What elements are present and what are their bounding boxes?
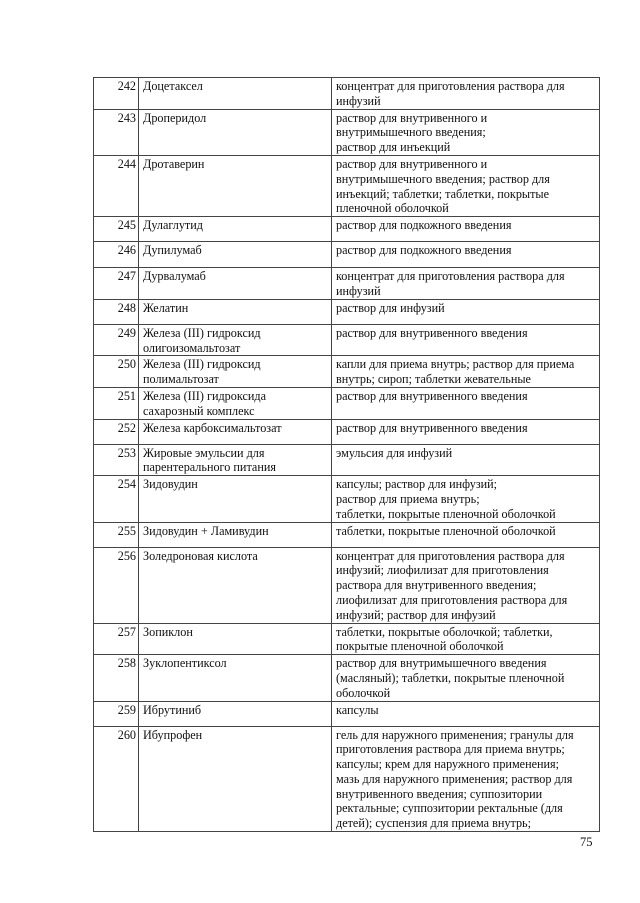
- table-row: [94, 419, 600, 444]
- dosage-form: [332, 655, 600, 701]
- dosage-form-line: раствор для внутримышечного введения: [336, 656, 547, 671]
- table-row: [94, 655, 600, 701]
- drug-name: [139, 547, 332, 623]
- drug-name-line: сахарозный комплекс: [143, 403, 255, 418]
- dosage-form-line: внутримышечного введения;: [336, 125, 486, 140]
- dosage-form: [332, 419, 600, 444]
- row-number: 242: [94, 78, 139, 110]
- table-row: [94, 217, 600, 242]
- dosage-form: [332, 547, 600, 623]
- drug-name-line: Зопиклон: [143, 624, 193, 639]
- drug-name: [139, 299, 332, 324]
- drug-name: [139, 242, 332, 268]
- dosage-form-line: инфузий: [336, 93, 381, 108]
- dosage-form-line: гель для наружного применения; гранулы для: [336, 727, 574, 742]
- row-number: 256: [94, 547, 139, 623]
- drug-name-line: Железа (III) гидроксид: [143, 325, 261, 340]
- dosage-form: [332, 726, 600, 832]
- dosage-form-line: внутрь; сироп; таблетки жевательные: [336, 372, 531, 387]
- table-row: [94, 444, 600, 476]
- dosage-form: [332, 109, 600, 155]
- dosage-form-line: лиофилизат для приготовления раствора для: [336, 592, 568, 607]
- table-row: [94, 726, 600, 832]
- table-row: [94, 242, 600, 268]
- drug-name-line: парентерального питания: [143, 460, 276, 475]
- dosage-form: [332, 476, 600, 522]
- row-number: 255: [94, 522, 139, 547]
- drug-name: [139, 476, 332, 522]
- dosage-form-line: таблетки, покрытые пленочной оболочкой: [336, 523, 556, 538]
- table-row: [94, 356, 600, 388]
- drug-name: [139, 155, 332, 216]
- drug-name-line: Доцетаксел: [143, 79, 203, 93]
- dosage-form: [332, 217, 600, 242]
- dosage-form-line: инъекций; таблетки; таблетки, покрытые: [336, 186, 550, 201]
- dosage-form: [332, 324, 600, 356]
- drug-name-line: Дротаверин: [143, 156, 205, 171]
- page-number: 75: [580, 835, 593, 849]
- table-row: [94, 387, 600, 419]
- row-number: 250: [94, 356, 139, 388]
- row-number: 246: [94, 242, 139, 268]
- dosage-form-line: капсулы; крем для наружного применения;: [336, 757, 560, 772]
- row-number: 257: [94, 623, 139, 655]
- dosage-form-line: покрытые пленочной оболочкой: [336, 639, 504, 654]
- row-number: 251: [94, 387, 139, 419]
- dosage-form-line: мазь для наружного применения; раствор для: [336, 771, 573, 786]
- row-number: 253: [94, 444, 139, 476]
- dosage-form: [332, 522, 600, 547]
- drug-name: [139, 701, 332, 726]
- drug-name: [139, 324, 332, 356]
- row-number: 254: [94, 476, 139, 522]
- dosage-form: [332, 78, 600, 110]
- dosage-form-line: концентрат для приготовления раствора для: [336, 548, 565, 563]
- table-row: [94, 324, 600, 356]
- drug-name-line: полимальтозат: [143, 372, 219, 387]
- row-number: 252: [94, 419, 139, 444]
- drug-name-line: Зидовудин: [143, 477, 198, 492]
- dosage-form-line: раствор для внутривенного введения: [336, 325, 528, 340]
- drug-name: [139, 419, 332, 444]
- dosage-form-line: инфузий; лиофилизат для приготовления: [336, 563, 549, 578]
- dosage-form-line: эмульсия для инфузий: [336, 445, 453, 460]
- drug-table: [93, 77, 600, 832]
- dosage-form: [332, 701, 600, 726]
- dosage-form-line: пленочной оболочкой: [336, 201, 449, 216]
- dosage-form-line: раствор для внутривенного и: [336, 156, 488, 171]
- drug-name-line: олигоизомальтозат: [143, 340, 241, 355]
- row-number: 249: [94, 324, 139, 356]
- dosage-form-line: раствор для подкожного введения: [336, 218, 512, 233]
- table-row: [94, 109, 600, 155]
- drug-name: [139, 78, 332, 110]
- dosage-form-line: раствор для внутривенного и: [336, 110, 488, 125]
- drug-name: [139, 444, 332, 476]
- row-number: 244: [94, 155, 139, 216]
- dosage-form-line: концентрат для приготовления раствора для: [336, 269, 565, 284]
- drug-name: [139, 109, 332, 155]
- table-row: [94, 623, 600, 655]
- drug-name-line: Жировые эмульсии для: [143, 445, 265, 460]
- drug-name: [139, 356, 332, 388]
- drug-name: [139, 522, 332, 547]
- dosage-form-line: приготовления раствора для приема внутрь;: [336, 742, 565, 757]
- dosage-form-line: (масляный); таблетки, покрытые пленочной: [336, 670, 565, 685]
- drug-name-line: Дурвалумаб: [143, 269, 206, 284]
- dosage-form: [332, 623, 600, 655]
- dosage-form: [332, 387, 600, 419]
- dosage-form-line: концентрат для приготовления раствора для: [336, 79, 565, 93]
- drug-name-line: Железа (III) гидроксид: [143, 357, 261, 372]
- drug-name-line: Железа карбоксимальтозат: [143, 420, 282, 435]
- dosage-form-line: капсулы: [336, 702, 379, 717]
- drug-name-line: Золедроновая кислота: [143, 548, 258, 563]
- dosage-form-line: раствор для подкожного введения: [336, 243, 512, 258]
- drug-name: [139, 623, 332, 655]
- drug-name-line: Зидовудин + Ламивудин: [143, 523, 269, 538]
- dosage-form: [332, 155, 600, 216]
- dosage-form-line: внутривенного введения; суппозитории: [336, 786, 543, 801]
- dosage-form: [332, 299, 600, 324]
- dosage-form-line: таблетки, покрытые оболочкой; таблетки,: [336, 624, 553, 639]
- drug-name-line: Дулаглутид: [143, 218, 203, 233]
- drug-name: [139, 268, 332, 300]
- dosage-form-line: инфузий; раствор для инфузий: [336, 607, 496, 622]
- dosage-form: [332, 444, 600, 476]
- table-row: [94, 701, 600, 726]
- drug-name: [139, 217, 332, 242]
- dosage-form-line: капсулы; раствор для инфузий;: [336, 477, 498, 492]
- dosage-form-line: внутримышечного введения; раствор для: [336, 171, 550, 186]
- drug-name: [139, 655, 332, 701]
- drug-name: [139, 387, 332, 419]
- row-number: 247: [94, 268, 139, 300]
- drug-name-line: Зуклопентиксол: [143, 656, 227, 671]
- table-row: [94, 476, 600, 522]
- table-row: [94, 522, 600, 547]
- dosage-form-line: раствор для приема внутрь;: [336, 491, 480, 506]
- drug-name-line: Дупилумаб: [143, 243, 202, 258]
- drug-name-line: Желатин: [143, 300, 189, 315]
- table-row: [94, 155, 600, 216]
- dosage-form: [332, 242, 600, 268]
- dosage-form-line: ректальные; суппозитории ректальные (для: [336, 801, 563, 816]
- row-number: 243: [94, 109, 139, 155]
- row-number: 260: [94, 726, 139, 832]
- drug-name-line: Ибрутиниб: [143, 702, 202, 717]
- dosage-form: [332, 268, 600, 300]
- dosage-form-line: таблетки, покрытые пленочной оболочкой: [336, 506, 556, 521]
- table-row: [94, 299, 600, 324]
- row-number: 259: [94, 701, 139, 726]
- drug-name-line: Ибупрофен: [143, 727, 203, 742]
- dosage-form-line: инфузий: [336, 283, 381, 298]
- dosage-form-line: раствор для внутривенного введения: [336, 420, 528, 435]
- dosage-form-line: раствор для внутривенного введения: [336, 388, 528, 403]
- dosage-form-line: капли для приема внутрь; раствор для приема: [336, 357, 575, 372]
- row-number: 258: [94, 655, 139, 701]
- dosage-form: [332, 356, 600, 388]
- table-row: [94, 78, 600, 110]
- drug-name-line: Железа (III) гидроксида: [143, 388, 267, 403]
- table-row: [94, 268, 600, 300]
- dosage-form-line: детей); суспензия для приема внутрь;: [336, 816, 532, 831]
- dosage-form-line: раствор для инфузий: [336, 300, 445, 315]
- row-number: 245: [94, 217, 139, 242]
- table-row: [94, 547, 600, 623]
- table-body: [94, 78, 600, 832]
- row-number: 248: [94, 299, 139, 324]
- drug-name: [139, 726, 332, 832]
- dosage-form-line: раствора для внутривенного введения;: [336, 578, 537, 593]
- dosage-form-line: раствор для инъекций: [336, 140, 451, 155]
- dosage-form-line: оболочкой: [336, 685, 391, 700]
- drug-name-line: Дроперидол: [143, 110, 207, 125]
